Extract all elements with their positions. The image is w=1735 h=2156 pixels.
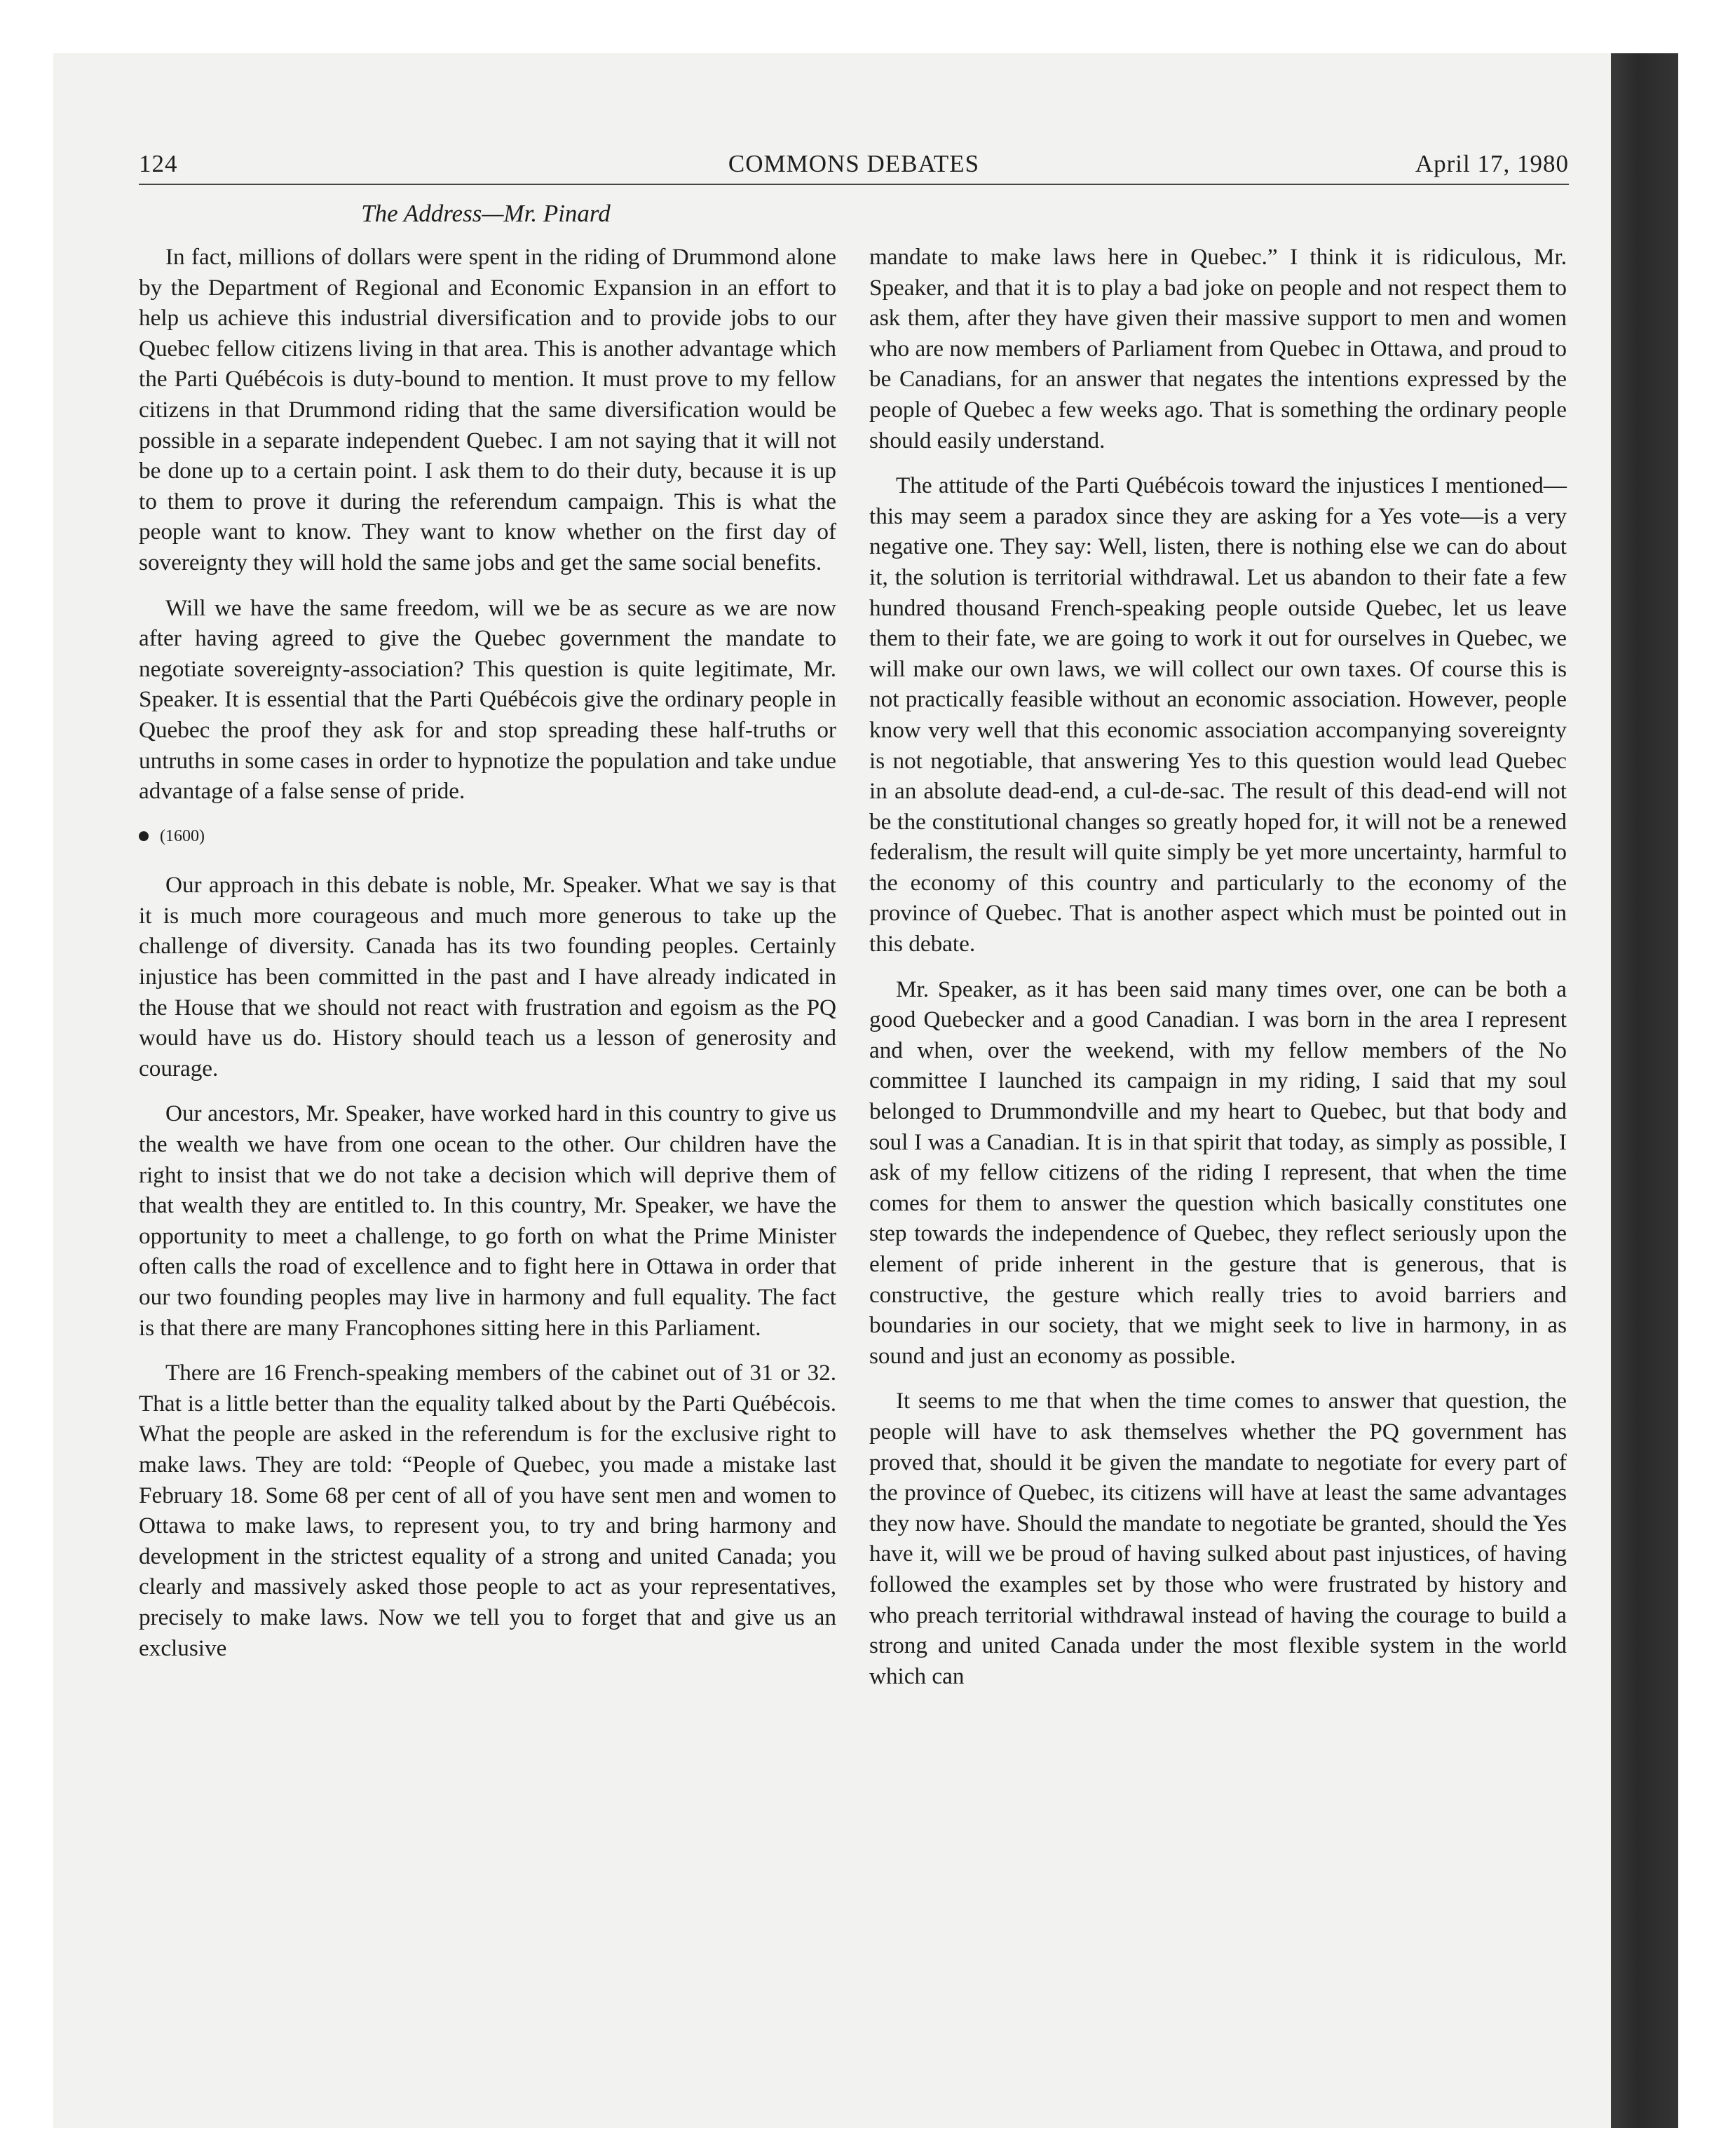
time-marker (139, 821, 836, 852)
running-head (139, 150, 1569, 185)
section-title: The Address—Mr. Pinard (361, 200, 611, 227)
right-column (869, 242, 1567, 1706)
bullet-icon (139, 831, 149, 841)
left-column (139, 242, 836, 1678)
paragraph: Our approach in this debate is noble, Mr. Speaker. What we say is that it is much more courageous and much more generous to take up the challenge of diversity. Canada has its two founding peoples. Certainly injustice has been committed in the past and I have already indicated in the House that we should not react with frustration and egoism as the PQ would have us do. History should teach us a lesson of generosity and courage. (139, 872, 836, 1082)
paragraph: It seems to me that when the time comes to answer that question, the people will have to ask themselves whether the PQ government has proved that, should it be given the mandate to negotiate for every part of the province of Quebec, its citizens will have at least the same advantages they now have. Should the mandate to negotiate be granted, should the Yes have it, will we be proud of having sulked about past injustices, of having followed the examples set by those who were frustrated by history and who preach territorial withdrawal instead of having the courage to build a strong and united Canada under the most flexible system in the world which can (869, 1388, 1567, 1689)
binding-shadow (1611, 53, 1678, 2128)
paragraph: Mr. Speaker, as it has been said many times over, one can be both a good Quebecker and a good Canadian. I was born in the area I represent and when, over the weekend, with my fellow members of the No committee I launched its campaign in my riding, I said that my soul belonged to Drummondville and my heart to Quebec, but that body and soul I was a Canadian. It is in that spirit that today, as simply as possible, I ask of my fellow citizens of the riding I represent, that when the time comes for them to answer the question which basically constitutes one step towards the independence of Quebec, they reflect seriously upon the element of pride inherent in the gesture that is generous, that is constructive, the gesture which really tries to avoid barriers and boundaries in our society, that we might seek to live in harmony, in as sound and just an economy as possible. (869, 976, 1567, 1369)
paragraph-continued: mandate to make laws here in Quebec.” I think it is ridiculous, Mr. Speaker, and that it is to play a bad joke on people and not respect them to ask them, after they have given their massive support to men and women who are now members of Parliament from Quebec in Ottawa, and proud to be Canadians, for an answer that negates the intentions expressed by the people of Quebec a few weeks ago. That is something the ordinary people should easily understand. (869, 244, 1567, 453)
journal-title: COMMONS DEBATES (728, 150, 980, 177)
page-number: 124 (139, 150, 178, 177)
paragraph: There are 16 French-speaking members of the cabinet out of 31 or 32. That is a little better than the equality talked about by the Parti Québécois. What the people are asked in the referendum is for the exclusive right to make laws. They are told: “People of Quebec, you made a mistake last February 18. Some 68 per cent of all of you have sent men and women to Ottawa to make laws, to represent you, to try and bring harmony and development in the strictest equality of a strong and united Canada; you clearly and massively asked those people to act as your representatives, precisely to make laws. Now we tell you to forget that and give us an exclusive (139, 1360, 836, 1661)
paragraph: Will we have the same freedom, will we be as secure as we are now after having agreed to give the Quebec government the mandate to negotiate sovereignty-association? This question is quite legitimate, Mr. Speaker. It is essential that the Parti Québécois give the ordinary people in Quebec the proof they ask for and stop spreading these half-truths or untruths in some cases in order to hypnotize the population and take undue advantage of a false sense of pride. (139, 594, 836, 805)
time-marker-label: (1600) (160, 826, 205, 845)
paragraph: Our ancestors, Mr. Speaker, have worked hard in this country to give us the wealth we have from one ocean to the other. Our children have the right to insist that we do not take a decision which will deprive them of that wealth they are entitled to. In this country, Mr. Speaker, we have the opportunity to meet a challenge, to go forth on what the Prime Minister often calls the road of excellence and to fight here in Ottawa in order that our two founding peoples may live in harmony and full equality. The fact is that there are many Francophones sitting here in this Parliament. (139, 1100, 836, 1341)
header-rule (139, 184, 1569, 185)
paragraph: The attitude of the Parti Québécois toward the injustices I mentioned—this may seem a paradox since they are asking for a Yes vote—is a very negative one. They say: Well, listen, there is nothing else we can do about it, the solution is territorial withdrawal. Let us abandon to their fate a few hundred thousand French-speaking people outside Quebec, let us leave them to their fate, we are going to work it out for ourselves in Quebec, we will make our own laws, we will collect our own taxes. Of course this is not practically feasible without an economic association. However, people know very well that this economic association accompanying sovereignty is not negotiable, that answering Yes to this question would lead Quebec in an absolute dead-end, a cul-de-sac. The result of this dead-end will not be the constitutional changes so greatly hoped for, it will not be a renewed federalism, the result will quite simply be yet more uncertainty, harmful to the economy of this country and particularly to the economy of the province of Quebec. That is another aspect which must be pointed out in this debate. (869, 472, 1567, 957)
paragraph: In fact, millions of dollars were spent in the riding of Drummond alone by the Department of Regional and Economic Expansion in an effort to help us achieve this industrial diversification and to provide jobs to our Quebec fellow citizens living in that area. This is another advantage which the Parti Québécois is duty-bound to mention. It must prove to my fellow citizens in that Drummond riding that the same diversification would be possible in a separate independent Quebec. I am not saying that it will not be done up to a certain point. I ask them to do their duty, because it is up to them to prove it during the referendum campaign. This is what the people want to know. They want to know whether on the first day of sovereignty they will hold the same jobs and get the same social benefits. (139, 244, 836, 575)
issue-date: April 17, 1980 (1415, 150, 1569, 177)
